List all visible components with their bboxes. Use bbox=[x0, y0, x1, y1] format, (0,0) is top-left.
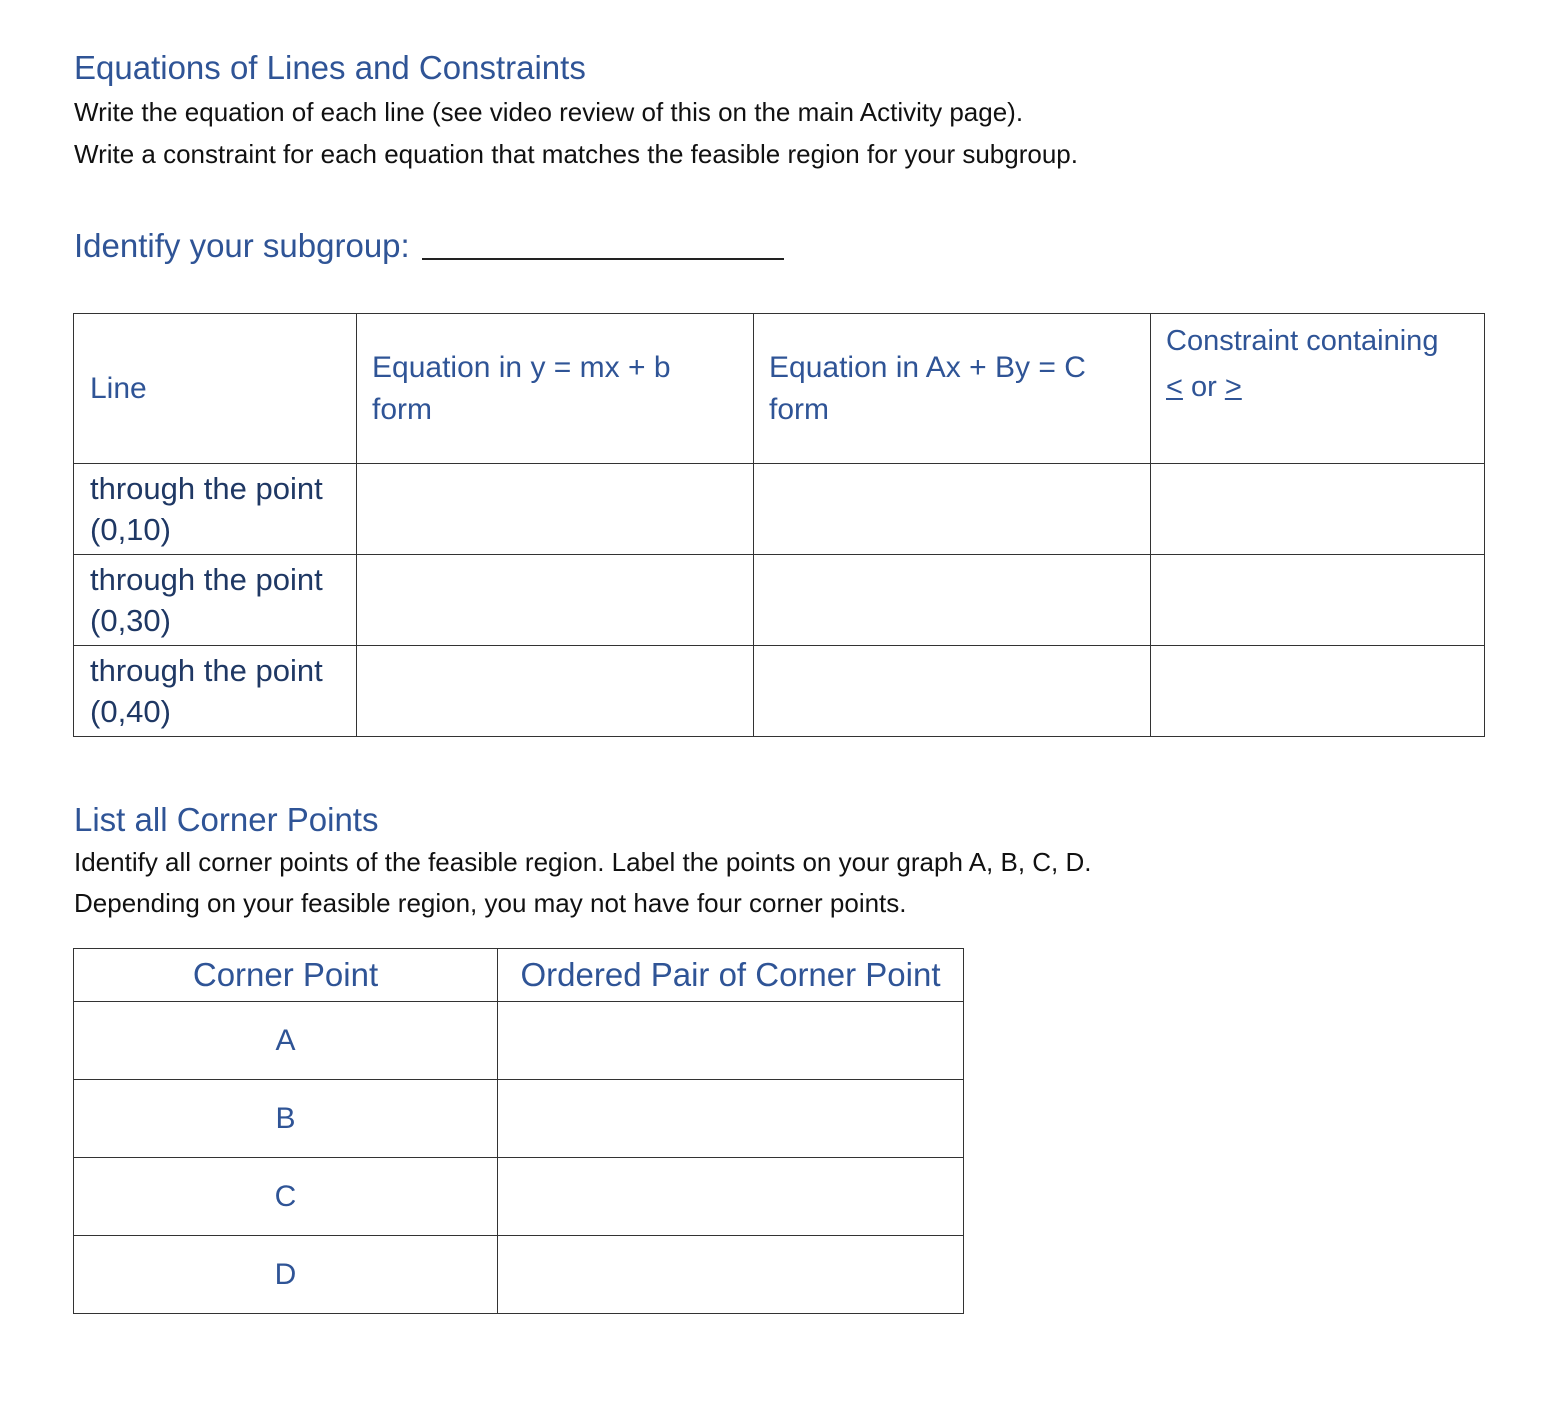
instruction-line-2: Write a constraint for each equation that matches the feasible region for your subgroup. bbox=[74, 139, 1078, 169]
gte-symbol: > bbox=[1224, 371, 1242, 403]
lines-table-header-row bbox=[74, 314, 1485, 464]
table-row bbox=[74, 1158, 964, 1236]
slope-form-cell[interactable] bbox=[357, 464, 754, 555]
standard-form-cell[interactable] bbox=[754, 646, 1151, 737]
ordered-pair-cell[interactable] bbox=[498, 1236, 964, 1314]
instruction-line-1: Write the equation of each line (see video review of this on the main Activity page). bbox=[74, 97, 1024, 127]
lte-symbol: < bbox=[1166, 371, 1183, 403]
header-ordered-pair: Ordered Pair of Corner Point bbox=[498, 949, 964, 1002]
header-corner-point: Corner Point bbox=[74, 949, 498, 1002]
constraint-cell[interactable] bbox=[1151, 464, 1485, 555]
table-row bbox=[74, 1002, 964, 1080]
corner-point-label: D bbox=[74, 1236, 498, 1314]
table-row bbox=[74, 646, 1485, 737]
table-row bbox=[74, 1080, 964, 1158]
corner-points-table bbox=[73, 948, 964, 1314]
corner-table-header-row bbox=[74, 949, 964, 1002]
corner-instruction-line-1: Identify all corner points of the feasible region. Label the points on your graph A, B, C, D. bbox=[74, 847, 1092, 877]
header-standard-form: Equation in Ax + By = C form bbox=[754, 314, 1151, 464]
table-row bbox=[74, 1236, 964, 1314]
corner-point-label: C bbox=[74, 1158, 498, 1236]
table-row bbox=[74, 464, 1485, 555]
ordered-pair-cell[interactable] bbox=[498, 1002, 964, 1080]
slope-form-cell[interactable] bbox=[357, 646, 754, 737]
header-slope-intercept-form: Equation in y = mx + b form bbox=[357, 314, 754, 464]
ordered-pair-cell[interactable] bbox=[498, 1158, 964, 1236]
corner-point-label: A bbox=[74, 1002, 498, 1080]
lines-table bbox=[73, 313, 1485, 737]
subgroup-row bbox=[74, 224, 784, 268]
subgroup-blank-field[interactable] bbox=[422, 258, 784, 260]
ordered-pair-cell[interactable] bbox=[498, 1080, 964, 1158]
section-title-corner-points: List all Corner Points bbox=[74, 801, 379, 838]
subgroup-label: Identify your subgroup: bbox=[74, 227, 410, 264]
row-label: through the point (0,30) bbox=[74, 555, 357, 646]
standard-form-cell[interactable] bbox=[754, 555, 1151, 646]
row-label: through the point (0,10) bbox=[74, 464, 357, 555]
row-label: through the point (0,40) bbox=[74, 646, 357, 737]
corner-point-label: B bbox=[74, 1080, 498, 1158]
header-line: Line bbox=[74, 314, 357, 464]
table-row bbox=[74, 555, 1485, 646]
constraint-cell[interactable] bbox=[1151, 646, 1485, 737]
constraint-cell[interactable] bbox=[1151, 555, 1485, 646]
section-title-equations: Equations of Lines and Constraints bbox=[74, 49, 586, 86]
slope-form-cell[interactable] bbox=[357, 555, 754, 646]
corner-instruction-line-2: Depending on your feasible region, you may not have four corner points. bbox=[74, 888, 907, 918]
header-constraint: Constraint containing < or > bbox=[1151, 314, 1485, 464]
standard-form-cell[interactable] bbox=[754, 464, 1151, 555]
